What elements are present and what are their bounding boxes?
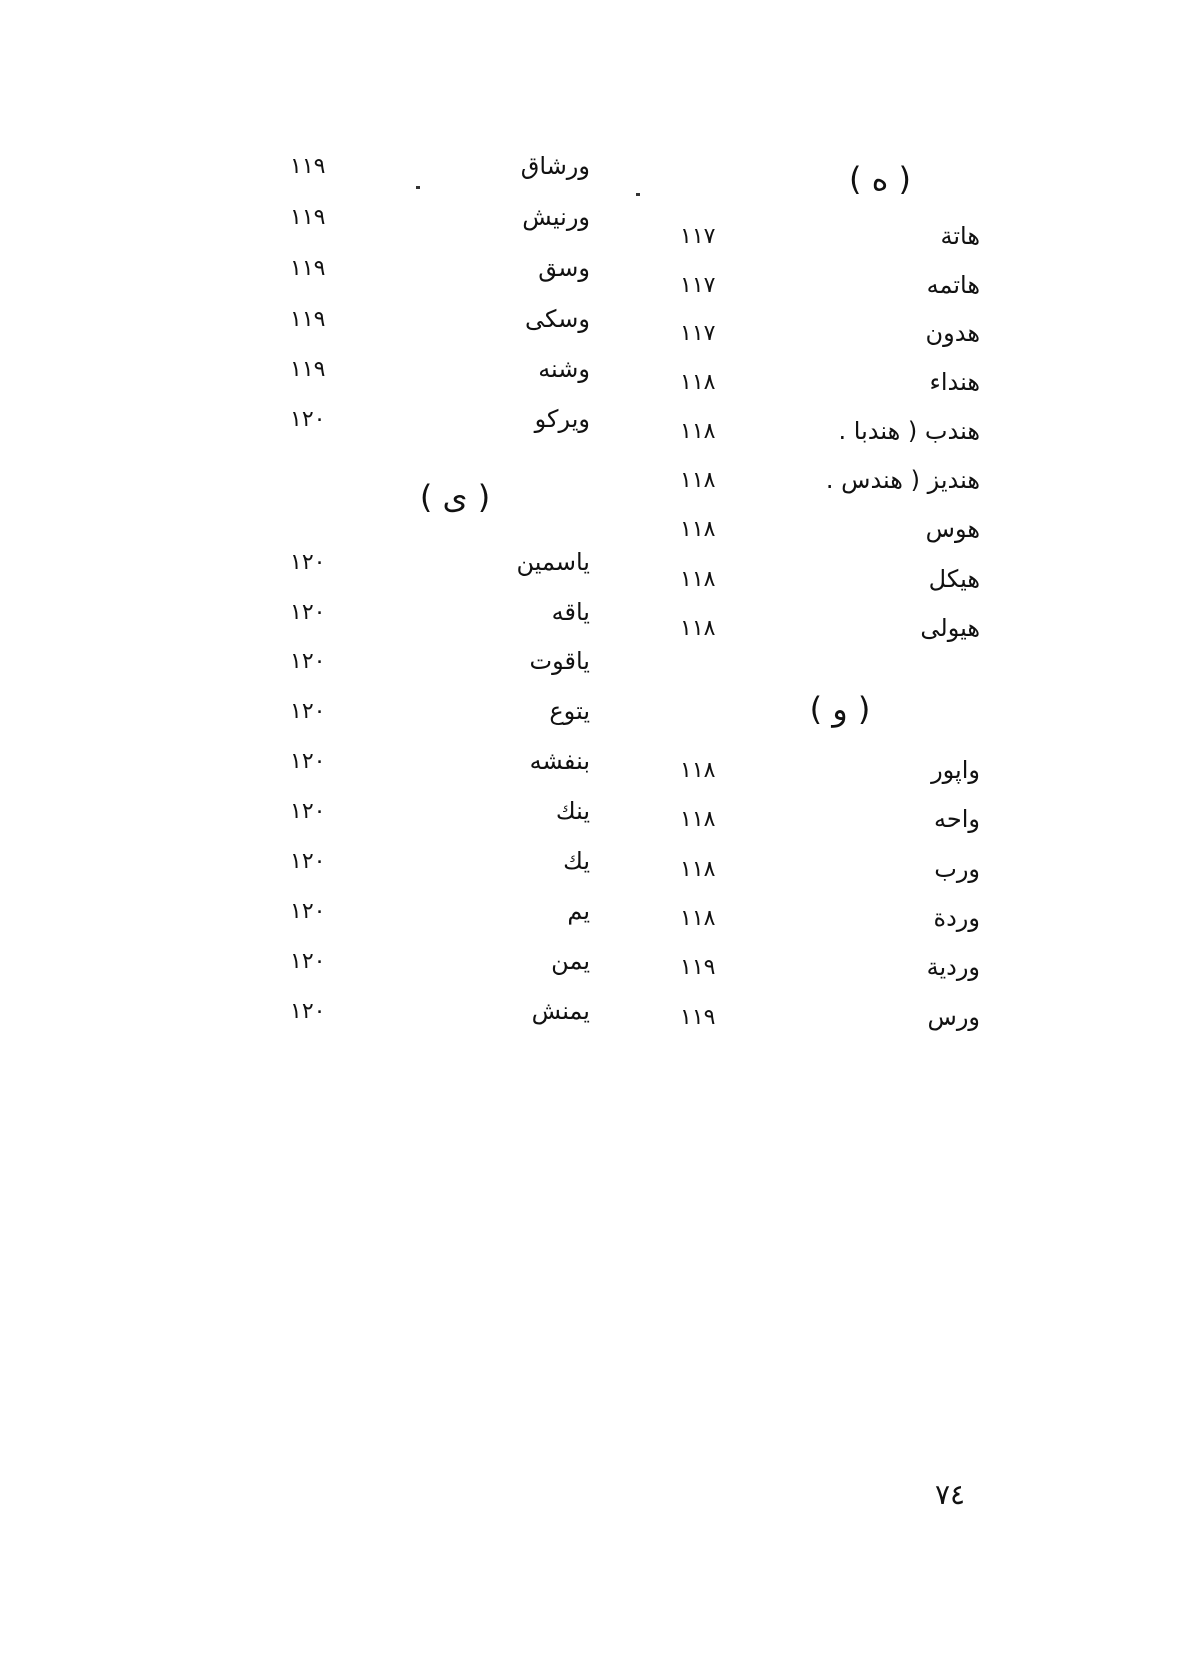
entry-page: ١١٨ (680, 807, 716, 832)
entry-word: ورشاق (520, 152, 590, 180)
entry-word: ياسمين (516, 548, 590, 576)
entry-page: ١١٧ (680, 321, 716, 346)
entry-page: ١٢٠ (290, 899, 326, 924)
entry-word: وسكى (525, 305, 590, 333)
entry-page: ١١٨ (680, 906, 716, 931)
entry-page: ١٢٠ (290, 407, 326, 432)
index-entry (290, 747, 590, 787)
index-entry (290, 305, 590, 345)
entry-word: هنداء (929, 368, 980, 396)
entry-word: ويركو (534, 405, 590, 433)
index-entry (680, 466, 980, 506)
index-entry (290, 254, 590, 294)
index-entry (680, 953, 980, 993)
entry-word: يم (567, 897, 590, 925)
entry-word: هدون (925, 319, 980, 347)
index-entry (290, 203, 590, 243)
entry-word: هيكل (928, 565, 980, 593)
index-entry (680, 319, 980, 359)
entry-word: هاتة (940, 222, 980, 250)
index-entry (290, 897, 590, 937)
entry-page: ١٢٠ (290, 699, 326, 724)
page-number: ٧٤ (935, 1478, 966, 1511)
index-entry (680, 805, 980, 845)
entry-page: ١١٩ (680, 1005, 716, 1030)
entry-word: هاتمه (926, 271, 980, 299)
entry-word: وردة (933, 904, 980, 932)
index-entry (680, 222, 980, 262)
entry-word: وردية (926, 953, 980, 981)
index-entry (290, 598, 590, 638)
index-entry (290, 847, 590, 887)
entry-word: ورب (934, 855, 980, 883)
index-entry (290, 797, 590, 837)
entry-page: ١١٩ (290, 256, 326, 281)
entry-word: واپور (931, 756, 980, 784)
section-heading-ya: ( ى ) (419, 478, 491, 516)
entry-word: يمن (551, 947, 590, 975)
section-heading-ha: ( ه ) (848, 160, 912, 198)
entry-page: ١١٩ (290, 307, 326, 332)
index-entry (290, 997, 590, 1037)
entry-word: وشنه (538, 355, 590, 383)
entry-page: ١١٨ (680, 517, 716, 542)
entry-word: ياقه (551, 598, 590, 626)
entry-word: هندب ( هندبا . (838, 417, 980, 445)
index-entry (290, 405, 590, 445)
entry-page: ١١٧ (680, 224, 716, 249)
entry-page: ١١٩ (290, 357, 326, 382)
entry-word: هيولى (920, 614, 980, 642)
print-speck (636, 193, 640, 196)
index-entry (680, 368, 980, 408)
entry-page: ١٢٠ (290, 799, 326, 824)
index-entry (680, 756, 980, 796)
entry-page: ١١٨ (680, 567, 716, 592)
entry-word: هوس (925, 515, 980, 543)
index-entry (290, 947, 590, 987)
entry-word: يك (563, 847, 590, 875)
section-heading-waw: ( و ) (809, 690, 871, 728)
index-entry (680, 565, 980, 605)
entry-page: ١١٩ (290, 205, 326, 230)
entry-page: ١٢٠ (290, 949, 326, 974)
entry-page: ١١٨ (680, 857, 716, 882)
index-entry (680, 271, 980, 311)
entry-page: ١١٧ (680, 273, 716, 298)
entry-page: ١٢٠ (290, 649, 326, 674)
entry-page: ١١٨ (680, 468, 716, 493)
entry-page: ١١٨ (680, 758, 716, 783)
entry-word: ينك (555, 797, 590, 825)
entry-page: ١٢٠ (290, 849, 326, 874)
entry-page: ١١٩ (290, 154, 326, 179)
index-entry (680, 904, 980, 944)
entry-word: ورنيش (522, 203, 590, 231)
index-entry (680, 417, 980, 457)
entry-word: وسق (538, 254, 590, 282)
index-entry (680, 515, 980, 555)
index-entry (680, 1003, 980, 1043)
index-entry (290, 152, 590, 192)
index-entry (290, 697, 590, 737)
entry-word: هنديز ( هندس . (825, 466, 980, 494)
entry-word: ورس (927, 1003, 980, 1031)
entry-page: ١١٨ (680, 419, 716, 444)
entry-page: ١١٨ (680, 370, 716, 395)
index-entry (680, 855, 980, 895)
entry-page: ١٢٠ (290, 600, 326, 625)
entry-page: ١١٨ (680, 616, 716, 641)
entry-word: بنفشه (529, 747, 590, 775)
index-entry (290, 647, 590, 687)
entry-page: ١٢٠ (290, 550, 326, 575)
entry-word: يتوع (549, 697, 590, 725)
entry-word: ياقوت (529, 647, 590, 675)
entry-page: ١١٩ (680, 955, 716, 980)
entry-page: ١٢٠ (290, 999, 326, 1024)
entry-word: واحه (934, 805, 980, 833)
index-entry (290, 355, 590, 395)
index-entry (290, 548, 590, 588)
entry-word: يمنش (531, 997, 590, 1025)
index-entry (680, 614, 980, 654)
entry-page: ١٢٠ (290, 749, 326, 774)
